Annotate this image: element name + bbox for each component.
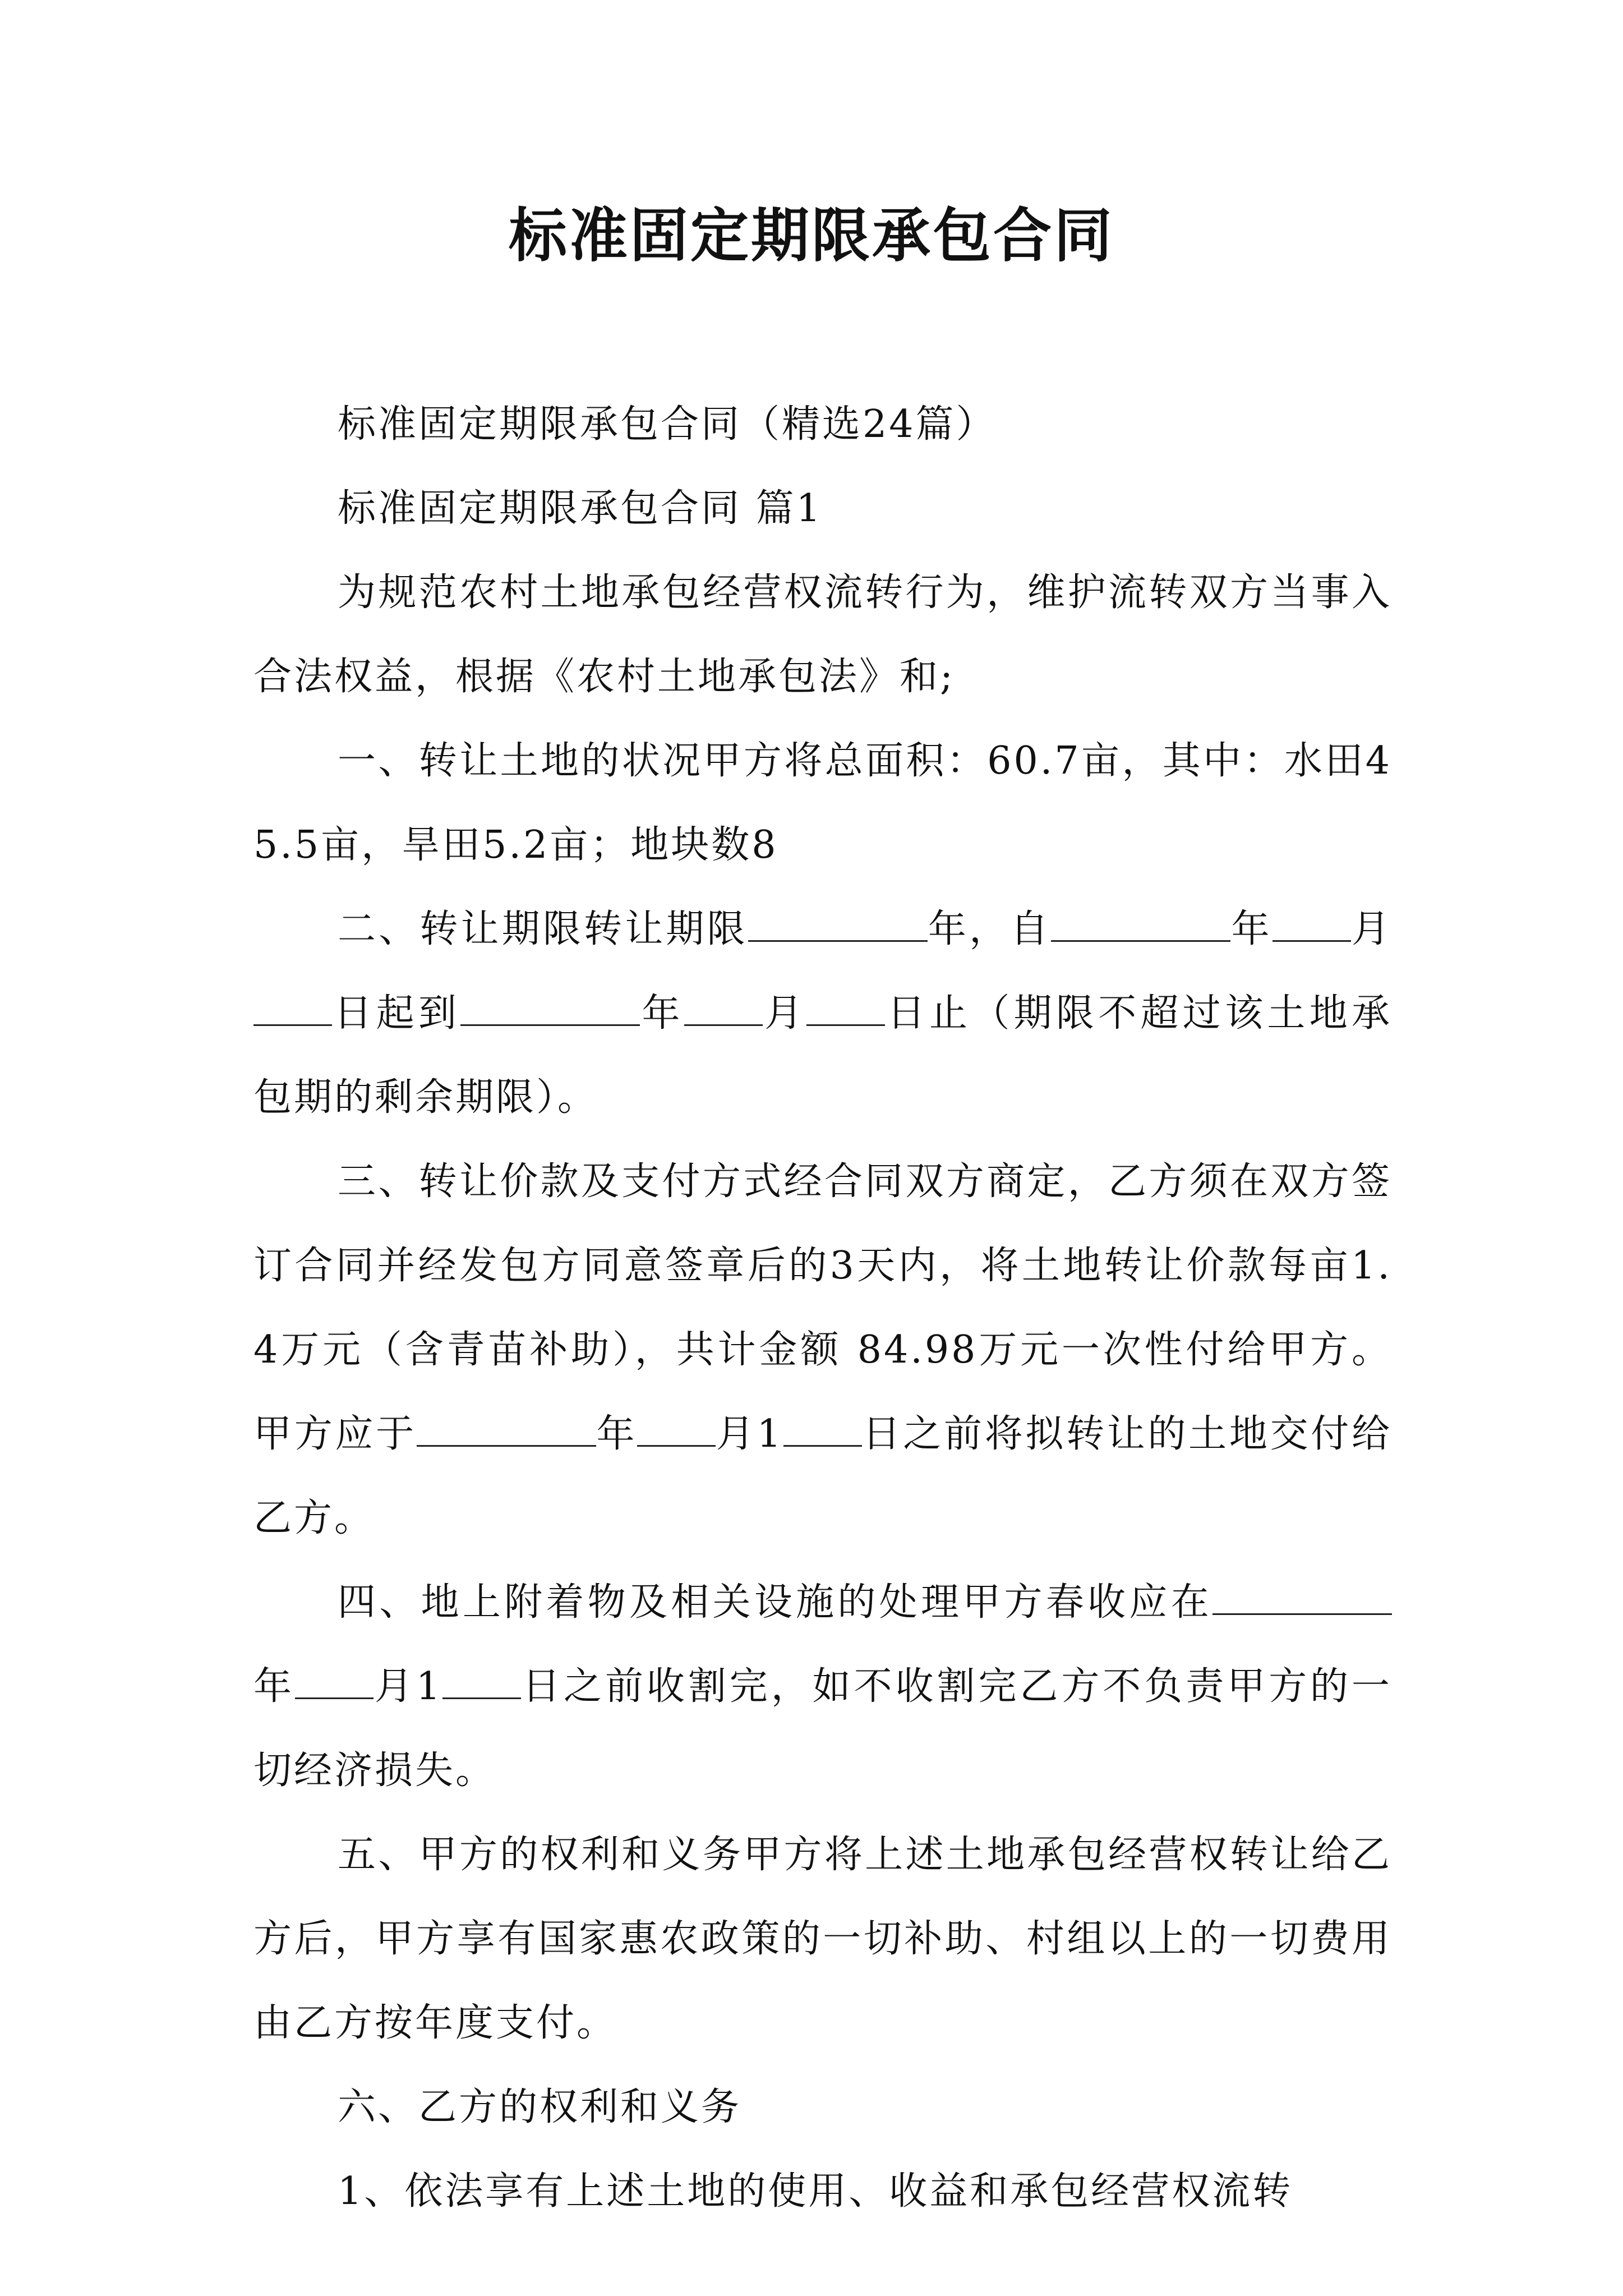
- paragraph-clause-6: 六、乙方的权利和义务: [338, 2085, 742, 2129]
- clause-2-text: 日止（期限不超过该土地承包期的剩余期限）。: [253, 991, 1392, 1120]
- paragraph-clause-3: [253, 1140, 1392, 1561]
- blank-field: [253, 992, 332, 1026]
- blank-field: [460, 992, 640, 1026]
- paragraph-subtitle: 标准固定期限承包合同（精选24篇）: [338, 402, 997, 447]
- paragraph-preamble: 为规范农村土地承包经营权流转行为，维护流转双方当事入合法权益，根据《农村土地承包法》和;: [253, 570, 1392, 699]
- blank-field: [417, 1412, 596, 1447]
- document-body: [253, 383, 1392, 2234]
- blank-field: [442, 1665, 521, 1699]
- clause-3-lead: 三、转让价款及支付方式经合同双方商定，乙方须在双方签订合同并经发包方同意签章后的3天内，将土地转让价款每亩1.4万元（含青苗补助），共计金额 84.98万元一次性付给甲方。甲方应于: [253, 1159, 1392, 1456]
- blank-field: [637, 1412, 716, 1447]
- blank-field: [783, 1412, 862, 1447]
- clause-2-text: 月: [1350, 907, 1392, 951]
- clause-4-text: 年: [253, 1664, 295, 1709]
- clause-2-text: 日起到: [332, 991, 461, 1036]
- clause-4-text: 月1: [373, 1664, 443, 1709]
- clause-3-text: 年: [596, 1412, 638, 1456]
- paragraph-clause-4: [253, 1561, 1392, 1813]
- paragraph-clause-2: [253, 887, 1392, 1140]
- blank-field: [748, 908, 928, 942]
- blank-field: [806, 992, 885, 1026]
- blank-field: [1272, 908, 1351, 942]
- paragraph-clause-5: 五、甲方的权利和义务甲方将上述土地承包经营权转让给乙方后，甲方享有国家惠农政策的一切补助、村组以上的一切费用由乙方按年度支付。: [253, 1833, 1392, 2045]
- clause-3-text: 月1: [716, 1412, 783, 1456]
- clause-2-text: 年: [640, 991, 684, 1036]
- paragraph-section-heading: 标准固定期限承包合同 篇1: [338, 486, 823, 531]
- clause-4-text: 日之前收割完，如不收割完乙方不负责甲方的一切经济损失。: [253, 1664, 1392, 1793]
- blank-field: [295, 1665, 374, 1699]
- clause-2-lead: 二、转让期限转让期限: [338, 907, 748, 951]
- clause-2-text: 年，自: [927, 907, 1052, 951]
- blank-field: [684, 992, 763, 1026]
- clause-2-text: 月: [762, 991, 807, 1036]
- paragraph-clause-6-item-1: 1、依法享有上述土地的使用、收益和承包经营权流转: [338, 2169, 1293, 2214]
- clause-2-text: 年: [1230, 907, 1272, 951]
- blank-field: [1212, 1581, 1392, 1615]
- clause-4-lead: 四、地上附着物及相关设施的处理甲方春收应在: [338, 1580, 1212, 1625]
- clause-3-text: 日之前将拟转让的土地交付给乙方。: [253, 1412, 1392, 1540]
- document-title: 标准固定期限承包合同: [508, 201, 1114, 270]
- blank-field: [1051, 908, 1230, 942]
- paragraph-clause-1: 一、转让土地的状况甲方将总面积：60.7亩，其中：水田45.5亩，旱田5.2亩；地块数8: [253, 739, 1392, 867]
